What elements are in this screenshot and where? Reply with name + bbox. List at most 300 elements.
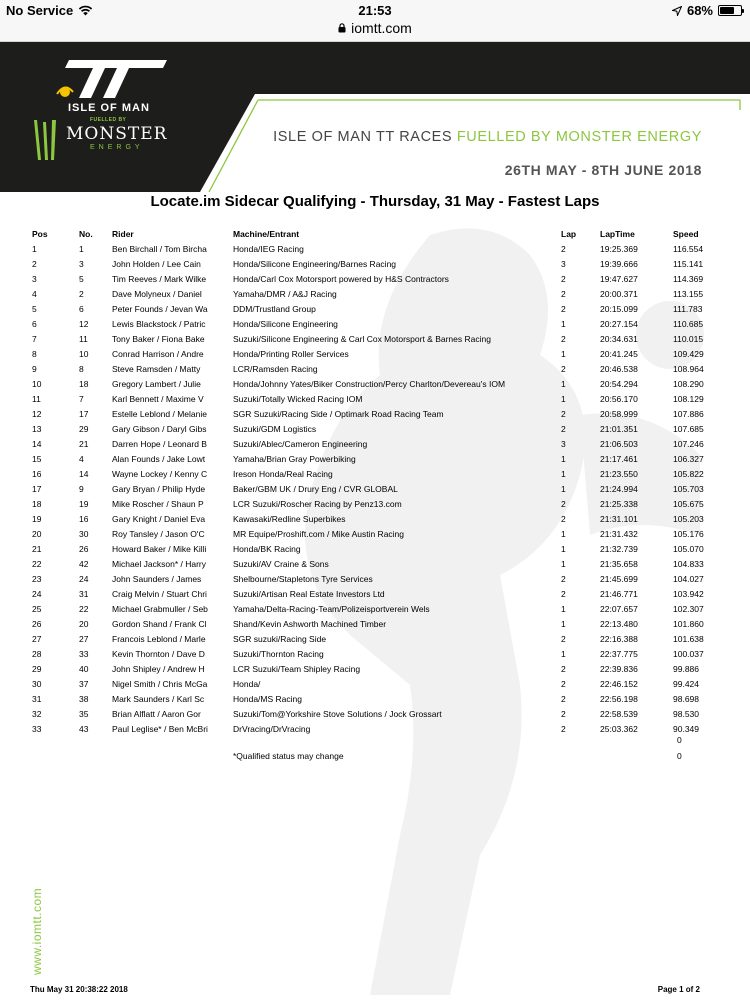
cell-pos: 7 [32, 333, 37, 344]
cell-laptime: 21:31.432 [600, 528, 638, 539]
cell-machine: Suzuki/Totally Wicked Racing IOM [233, 393, 363, 404]
table-row [32, 406, 733, 421]
cell-lap: 2 [561, 273, 566, 284]
cell-speed: 110.685 [673, 318, 704, 329]
cell-laptime: 22:16.388 [600, 633, 638, 644]
cell-machine: Honda/Carl Cox Motorsport powered by H&S Contractors [233, 273, 449, 284]
cell-machine: Shand/Kevin Ashworth Machined Timber [233, 618, 387, 629]
cell-speed: 105.822 [673, 468, 704, 479]
cell-no: 16 [79, 513, 89, 524]
browser-status-bar [0, 0, 750, 42]
cell-rider: Gary Gibson / Daryl Gibs [112, 423, 207, 434]
cell-no: 24 [79, 573, 89, 584]
location-arrow-icon [672, 6, 682, 16]
cell-machine: LCR Suzuki/Team Shipley Racing [233, 663, 361, 674]
cell-laptime: 21:24.994 [600, 483, 638, 494]
cell-pos: 17 [32, 483, 42, 494]
cell-rider: Conrad Harrison / Andre [112, 348, 204, 359]
cell-pos: 29 [32, 663, 42, 674]
cell-lap: 1 [561, 483, 566, 494]
cell-machine: Baker/GBM UK / Drury Eng / CVR GLOBAL [233, 483, 398, 494]
cell-rider: Michael Jackson* / Harry [112, 558, 207, 569]
cell-no: 8 [79, 363, 84, 374]
cell-laptime: 20:34.631 [600, 333, 638, 344]
cell-speed: 107.685 [673, 423, 704, 434]
table-row [32, 451, 733, 466]
cell-no: 35 [79, 708, 89, 719]
cell-machine: Suzuki/GDM Logistics [233, 423, 317, 434]
cell-machine: Honda/Silicone Engineering [233, 318, 338, 329]
url-bar[interactable] [0, 20, 750, 36]
monster-claw-icon [30, 118, 60, 162]
cell-lap: 2 [561, 303, 566, 314]
cell-speed: 113.155 [673, 288, 704, 299]
tt-banner [0, 42, 750, 192]
battery-percent: 68% [686, 3, 713, 18]
cell-speed: 111.783 [673, 303, 703, 314]
cell-laptime: 25:03.362 [600, 723, 638, 734]
cell-speed: 99.424 [673, 678, 699, 689]
cell-rider: Karl Bennett / Maxime V [112, 393, 204, 404]
results-body [32, 241, 733, 736]
cell-laptime: 22:13.480 [600, 618, 638, 629]
cell-laptime: 21:01.351 [600, 423, 638, 434]
cell-rider: Peter Founds / Jevan Wa [112, 303, 208, 314]
cell-lap: 1 [561, 543, 566, 554]
logo-energy: ENERGY [90, 144, 144, 151]
cell-pos: 31 [32, 693, 42, 704]
cell-lap: 2 [561, 633, 566, 644]
cell-no: 2 [79, 288, 84, 299]
cell-lap: 2 [561, 678, 566, 689]
cell-no: 43 [79, 723, 89, 734]
cell-speed: 104.833 [673, 558, 704, 569]
cell-machine: MR Equipe/Proshift.com / Mike Austin Racing [233, 528, 405, 539]
cell-rider: Tony Baker / Fiona Bake [112, 333, 205, 344]
cell-speed: 114.369 [673, 273, 704, 284]
cell-laptime: 20:27.154 [600, 318, 638, 329]
cell-machine: Honda/Silicone Engineering/Barnes Racing [233, 258, 397, 269]
footer-timestamp: Thu May 31 20:38:22 2018 [30, 985, 128, 994]
cell-speed: 103.942 [673, 588, 704, 599]
cell-pos: 16 [32, 468, 42, 479]
cell-rider: Francois Leblond / Marle [112, 633, 206, 644]
header-pos: Pos [32, 228, 48, 239]
logo-isle-of-man: ISLE OF MAN [68, 102, 150, 114]
cell-laptime: 21:32.739 [600, 543, 638, 554]
cell-lap: 1 [561, 648, 566, 659]
cell-speed: 104.027 [673, 573, 704, 584]
cell-machine: Honda/Johnny Yates/Biker Construction/Percy Charlton/Devereau's IOM [233, 378, 506, 389]
cell-laptime: 22:39.836 [600, 663, 638, 674]
cell-laptime: 22:46.152 [600, 678, 638, 689]
cell-speed: 108.964 [673, 363, 704, 374]
cell-lap: 1 [561, 393, 566, 404]
cell-laptime: 19:47.627 [600, 273, 638, 284]
table-row [32, 661, 733, 676]
cell-rider: Gary Knight / Daniel Eva [112, 513, 206, 524]
table-row [32, 346, 733, 361]
extra-speed-1: 0 [677, 735, 682, 745]
cell-rider: Brian Alflatt / Aaron Gor [112, 708, 201, 719]
cell-pos: 3 [32, 273, 37, 284]
cell-speed: 116.554 [673, 243, 704, 254]
cell-no: 38 [79, 693, 89, 704]
table-row [32, 706, 733, 721]
cell-pos: 32 [32, 708, 42, 719]
cell-laptime: 22:58.539 [600, 708, 638, 719]
cell-rider: Gregory Lambert / Julie [112, 378, 201, 389]
cell-pos: 5 [32, 303, 37, 314]
header-no: No. [79, 228, 93, 239]
cell-lap: 2 [561, 498, 566, 509]
cell-laptime: 20:58.999 [600, 408, 638, 419]
cell-no: 37 [79, 678, 89, 689]
cell-rider: Kevin Thornton / Dave D [112, 648, 205, 659]
table-row [32, 376, 733, 391]
cell-no: 21 [79, 438, 89, 449]
cell-rider: Paul Leglise* / Ben McBri [112, 723, 208, 734]
cell-laptime: 20:41.245 [600, 348, 638, 359]
cell-pos: 19 [32, 513, 42, 524]
cell-rider: Gary Bryan / Philip Hyde [112, 483, 206, 494]
cell-laptime: 22:07.657 [600, 603, 638, 614]
cell-laptime: 21:31.101 [600, 513, 638, 524]
cell-lap: 2 [561, 708, 566, 719]
cell-machine: Shelbourne/Stapletons Tyre Services [233, 573, 373, 584]
cell-pos: 28 [32, 648, 42, 659]
cell-pos: 27 [32, 633, 42, 644]
table-row [32, 241, 733, 256]
table-row [32, 721, 733, 736]
cell-rider: Steve Ramsden / Matty [112, 363, 201, 374]
cell-speed: 90.349 [673, 723, 699, 734]
cell-lap: 1 [561, 468, 566, 479]
cell-speed: 106.327 [673, 453, 704, 464]
cell-machine: Honda/MS Racing [233, 693, 302, 704]
table-row [32, 556, 733, 571]
table-row [32, 646, 733, 661]
cell-lap: 2 [561, 363, 566, 374]
tt-logo [55, 54, 175, 102]
cell-lap: 2 [561, 513, 566, 524]
cell-machine: Honda/ [233, 678, 261, 689]
cell-pos: 22 [32, 558, 42, 569]
cell-rider: Wayne Lockey / Kenny C [112, 468, 208, 479]
cell-laptime: 20:00.371 [600, 288, 638, 299]
cell-rider: Darren Hope / Leonard B [112, 438, 207, 449]
cell-speed: 107.246 [673, 438, 704, 449]
cell-machine: SGR Suzuki/Racing Side / Optimark Road Racing Team [233, 408, 444, 419]
cell-rider: Mark Saunders / Karl Sc [112, 693, 205, 704]
cell-pos: 18 [32, 498, 42, 509]
cell-machine: Suzuki/Artisan Real Estate Investors Ltd [233, 588, 385, 599]
table-row [32, 616, 733, 631]
cell-rider: Ben Birchall / Tom Bircha [112, 243, 207, 254]
cell-lap: 2 [561, 243, 566, 254]
table-row [32, 526, 733, 541]
cell-laptime: 20:54.294 [600, 378, 638, 389]
cell-lap: 2 [561, 723, 566, 734]
lock-icon [338, 23, 346, 33]
cell-machine: Suzuki/Silicone Engineering & Carl Cox Motorsport & Barnes Racing [233, 333, 491, 344]
cell-lap: 2 [561, 423, 566, 434]
cell-speed: 107.886 [673, 408, 704, 419]
cell-speed: 101.638 [673, 633, 704, 644]
cell-no: 30 [79, 528, 89, 539]
side-url: www.iomtt.com [30, 887, 44, 975]
cell-laptime: 21:17.461 [600, 453, 638, 464]
battery-icon [718, 5, 742, 16]
cell-pos: 10 [32, 378, 42, 389]
cell-machine: SGR suzuki/Racing Side [233, 633, 327, 644]
cell-lap: 2 [561, 288, 566, 299]
cell-speed: 100.037 [673, 648, 704, 659]
cell-machine: Suzuki/Thornton Racing [233, 648, 324, 659]
table-row [32, 391, 733, 406]
cell-rider: Mike Roscher / Shaun P [112, 498, 204, 509]
header-lap: Lap [561, 228, 577, 239]
cell-lap: 1 [561, 348, 566, 359]
cell-laptime: 19:39.666 [600, 258, 638, 269]
cell-machine: Suzuki/Ablec/Cameron Engineering [233, 438, 368, 449]
cell-rider: John Holden / Lee Cain [112, 258, 201, 269]
event-dates: 26TH MAY - 8TH JUNE 2018 [504, 162, 702, 178]
cell-machine: Yamaha/Delta-Racing-Team/Polizeisportverein Wels [233, 603, 430, 614]
cell-machine: DrVracing/DrVracing [233, 723, 311, 734]
cell-no: 11 [79, 333, 88, 344]
cell-rider: Nigel Smith / Chris McGa [112, 678, 208, 689]
cell-laptime: 21:45.699 [600, 573, 638, 584]
table-row [32, 466, 733, 481]
status-right [672, 3, 742, 18]
cell-speed: 98.530 [673, 708, 699, 719]
cell-pos: 4 [32, 288, 37, 299]
cell-lap: 1 [561, 558, 566, 569]
cell-pos: 20 [32, 528, 42, 539]
status-time: 21:53 [358, 3, 392, 18]
cell-speed: 108.290 [673, 378, 704, 389]
cell-no: 9 [79, 483, 84, 494]
cell-laptime: 21:23.550 [600, 468, 638, 479]
cell-laptime: 21:25.338 [600, 498, 638, 509]
cell-lap: 2 [561, 408, 566, 419]
cell-no: 4 [79, 453, 84, 464]
results-table [32, 226, 733, 736]
cell-rider: Gordon Shand / Frank Cl [112, 618, 207, 629]
cell-speed: 115.141 [673, 258, 704, 269]
cell-no: 7 [79, 393, 84, 404]
cell-speed: 99.886 [673, 663, 699, 674]
cell-laptime: 21:06.503 [600, 438, 638, 449]
cell-pos: 13 [32, 423, 42, 434]
cell-rider: Roy Tansley / Jason O'C [112, 528, 205, 539]
cell-laptime: 21:46.771 [600, 588, 638, 599]
cell-laptime: 21:35.658 [600, 558, 638, 569]
table-row [32, 631, 733, 646]
cell-no: 19 [79, 498, 89, 509]
table-row [32, 481, 733, 496]
cell-machine: Honda/IEG Racing [233, 243, 304, 254]
cell-laptime: 20:15.099 [600, 303, 638, 314]
cell-lap: 2 [561, 663, 566, 674]
cell-lap: 1 [561, 603, 566, 614]
cell-pos: 25 [32, 603, 42, 614]
banner-tagline [273, 129, 702, 145]
cell-no: 1 [79, 243, 84, 254]
cell-speed: 105.703 [673, 483, 704, 494]
cell-rider: John Shipley / Andrew H [112, 663, 205, 674]
cell-rider: Lewis Blackstock / Patric [112, 318, 206, 329]
cell-pos: 24 [32, 588, 42, 599]
cell-pos: 11 [32, 393, 41, 404]
cell-no: 22 [79, 603, 89, 614]
cell-pos: 21 [32, 543, 42, 554]
cell-speed: 101.860 [673, 618, 704, 629]
cell-machine: DDM/Trustland Group [233, 303, 316, 314]
table-row [32, 511, 733, 526]
cell-lap: 3 [561, 438, 566, 449]
cell-rider: Michael Grabmuller / Seb [112, 603, 208, 614]
header-machine: Machine/Entrant [233, 228, 300, 239]
cell-rider: Estelle Leblond / Melanie [112, 408, 207, 419]
carrier-label: No Service [6, 3, 74, 18]
footer-page-number: Page 1 of 2 [657, 985, 700, 994]
cell-pos: 12 [32, 408, 42, 419]
table-row [32, 691, 733, 706]
cell-no: 33 [79, 648, 89, 659]
cell-pos: 23 [32, 573, 42, 584]
cell-machine: Yamaha/DMR / A&J Racing [233, 288, 337, 299]
cell-rider: John Saunders / James [112, 573, 202, 584]
extra-speed-2: 0 [677, 751, 682, 761]
table-row [32, 331, 733, 346]
cell-lap: 3 [561, 258, 566, 269]
table-row [32, 301, 733, 316]
cell-machine: Yamaha/Brian Gray Powerbiking [233, 453, 356, 464]
cell-no: 17 [79, 408, 89, 419]
cell-machine: Ireson Honda/Real Racing [233, 468, 333, 479]
cell-speed: 105.176 [673, 528, 704, 539]
cell-no: 6 [79, 303, 84, 314]
cell-speed: 105.675 [673, 498, 704, 509]
cell-speed: 110.015 [673, 333, 704, 344]
cell-no: 42 [79, 558, 89, 569]
cell-lap: 2 [561, 573, 566, 584]
cell-no: 3 [79, 258, 84, 269]
cell-no: 10 [79, 348, 89, 359]
table-row [32, 496, 733, 511]
table-header-row [32, 226, 733, 241]
cell-laptime: 20:46.538 [600, 363, 638, 374]
cell-laptime: 20:56.170 [600, 393, 638, 404]
table-row [32, 436, 733, 451]
cell-pos: 2 [32, 258, 37, 269]
cell-lap: 1 [561, 318, 566, 329]
table-row [32, 256, 733, 271]
qualified-note: *Qualified status may change [233, 751, 344, 761]
cell-speed: 102.307 [673, 603, 704, 614]
cell-no: 5 [79, 273, 84, 284]
table-row [32, 676, 733, 691]
tagline-green: FUELLED BY MONSTER ENERGY [456, 129, 702, 145]
cell-pos: 26 [32, 618, 42, 629]
cell-laptime: 19:25.369 [600, 243, 638, 254]
cell-no: 12 [79, 318, 89, 329]
cell-speed: 98.698 [673, 693, 699, 704]
document-title: Locate.im Sidecar Qualifying - Thursday, 31 May - Fastest Laps [150, 193, 600, 210]
cell-pos: 15 [32, 453, 42, 464]
header-laptime: LapTime [600, 228, 635, 239]
cell-pos: 14 [32, 438, 42, 449]
cell-lap: 2 [561, 333, 566, 344]
table-row [32, 541, 733, 556]
cell-speed: 108.129 [673, 393, 704, 404]
cell-machine: Honda/BK Racing [233, 543, 301, 554]
cell-lap: 1 [561, 618, 566, 629]
cell-rider: Howard Baker / Mike Killi [112, 543, 207, 554]
cell-no: 29 [79, 423, 89, 434]
cell-machine: Honda/Printing Roller Services [233, 348, 349, 359]
cell-pos: 1 [32, 243, 37, 254]
table-row [32, 571, 733, 586]
cell-rider: Tim Reeves / Mark Wilke [112, 273, 207, 284]
cell-speed: 105.070 [673, 543, 704, 554]
cell-machine: LCR Suzuki/Roscher Racing by Penz13.com [233, 498, 402, 509]
cell-pos: 30 [32, 678, 42, 689]
cell-rider: Craig Melvin / Stuart Chri [112, 588, 207, 599]
cell-no: 14 [79, 468, 89, 479]
cell-no: 20 [79, 618, 89, 629]
table-row [32, 601, 733, 616]
cell-laptime: 22:37.775 [600, 648, 638, 659]
cell-rider: Dave Molyneux / Daniel [112, 288, 202, 299]
cell-pos: 9 [32, 363, 37, 374]
cell-no: 31 [79, 588, 89, 599]
cell-rider: Alan Founds / Jake Lowt [112, 453, 206, 464]
cell-speed: 105.203 [673, 513, 704, 524]
cell-no: 18 [79, 378, 89, 389]
table-row [32, 586, 733, 601]
battery-level [720, 7, 734, 14]
cell-machine: Kawasaki/Redline Superbikes [233, 513, 346, 524]
table-row [32, 421, 733, 436]
cell-no: 40 [79, 663, 89, 674]
cell-no: 26 [79, 543, 89, 554]
table-row [32, 286, 733, 301]
cell-speed: 109.429 [673, 348, 704, 359]
cell-machine: Suzuki/Tom@Yorkshire Stove Solutions / Jock Grossart [233, 708, 442, 719]
cell-pos: 33 [32, 723, 42, 734]
cell-machine: Suzuki/AV Craine & Sons [233, 558, 329, 569]
table-row [32, 271, 733, 286]
cell-no: 27 [79, 633, 89, 644]
cell-lap: 1 [561, 528, 566, 539]
cell-lap: 2 [561, 588, 566, 599]
logo-fuelled-by: FUELLED BY [90, 117, 127, 123]
cell-laptime: 22:56.198 [600, 693, 638, 704]
table-row [32, 316, 733, 331]
cell-machine: LCR/Ramsden Racing [233, 363, 318, 374]
cell-pos: 6 [32, 318, 37, 329]
cell-pos: 8 [32, 348, 37, 359]
cell-lap: 1 [561, 453, 566, 464]
url-text[interactable]: iomtt.com [351, 20, 412, 36]
table-row [32, 361, 733, 376]
cell-lap: 1 [561, 378, 566, 389]
cell-lap: 2 [561, 693, 566, 704]
header-rider: Rider [112, 228, 134, 239]
